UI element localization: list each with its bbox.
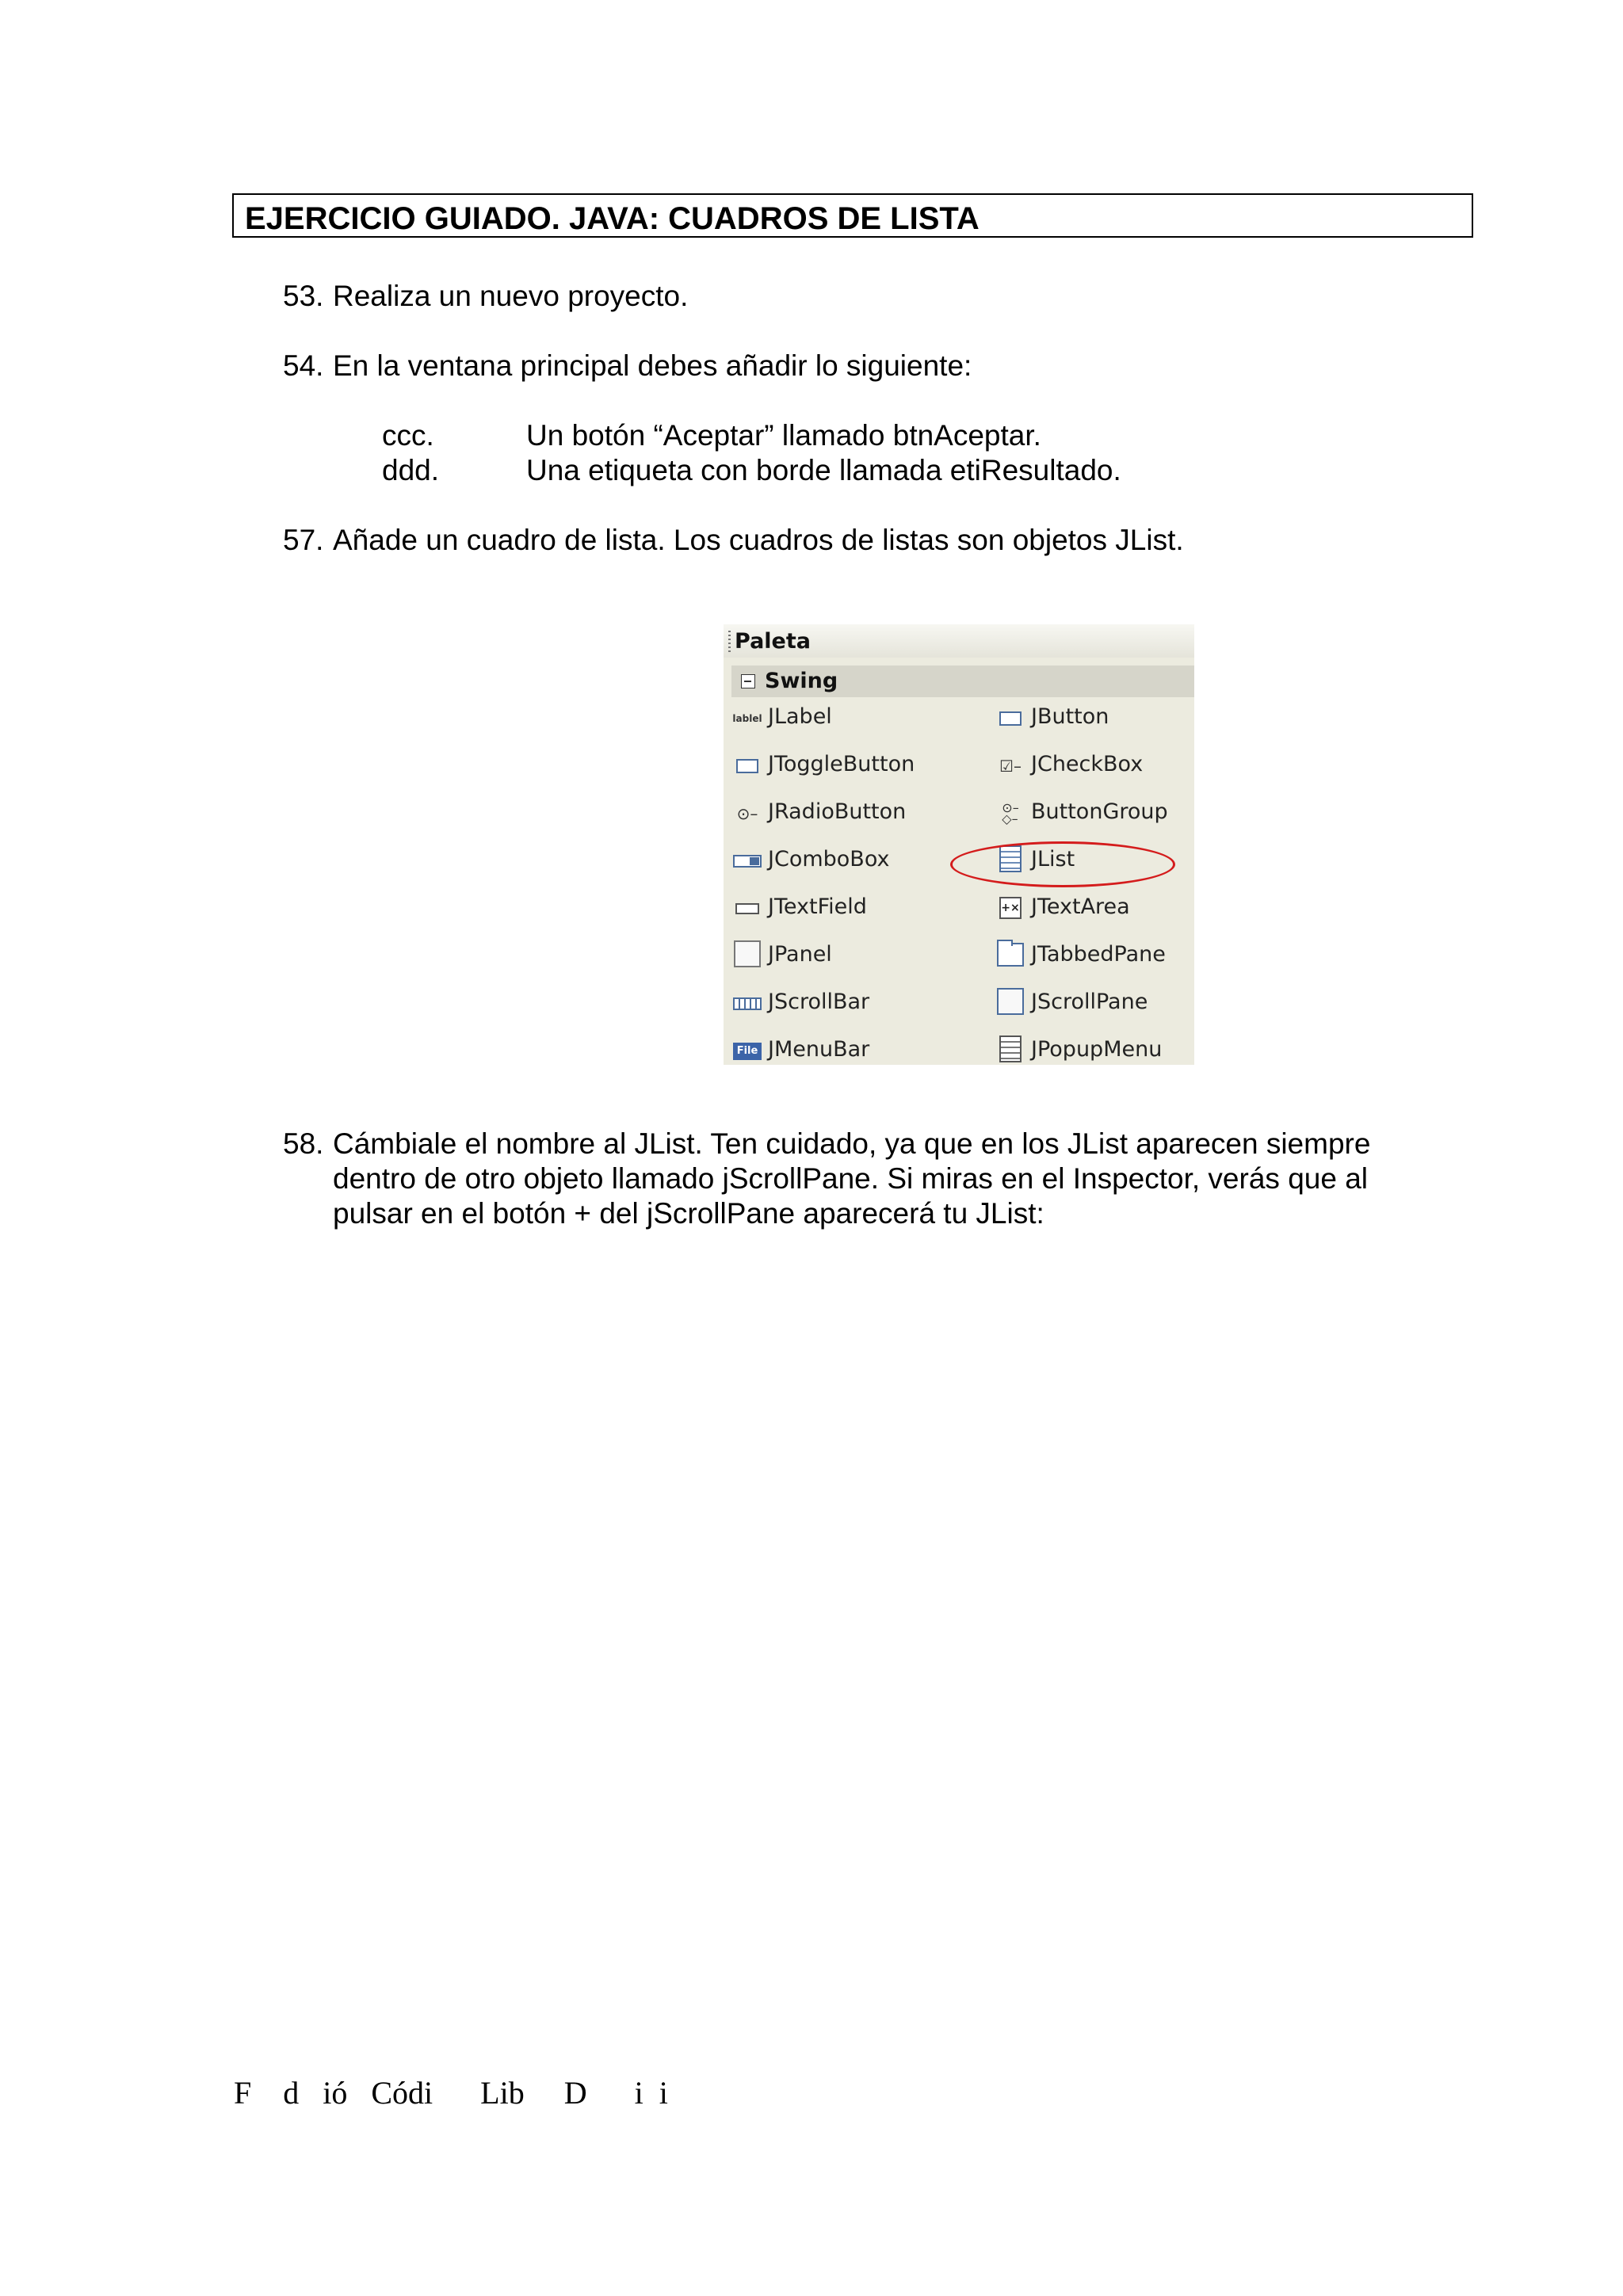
palette-item-label: JScrollBar — [768, 990, 870, 1014]
subitem-label: ccc. — [382, 419, 434, 452]
button-icon — [996, 708, 1025, 729]
step-text: Realiza un nuevo proyecto. — [333, 280, 689, 312]
collapse-icon[interactable] — [741, 674, 755, 688]
text-area-icon: +× — [996, 898, 1025, 919]
palette-item-label: JList — [1031, 847, 1075, 871]
menu-bar-icon: File — [733, 1041, 762, 1062]
page-footer: F d ió Códi Lib D i i — [234, 2075, 668, 2111]
step-text: En la ventana principal debes añadir lo siguiente: — [333, 349, 972, 382]
highlight-ellipse — [950, 841, 1175, 887]
section-label: Swing — [765, 669, 838, 693]
step-text-line: pulsar en el botón + del jScrollPane aparecerá tu JList: — [333, 1197, 1044, 1230]
step-text-line: dentro de otro objeto llamado jScrollPane. Si miras en el Inspector, verás que al — [333, 1162, 1369, 1195]
scroll-bar-icon — [733, 994, 762, 1014]
label-icon: lablel — [732, 713, 762, 724]
subitem-label: ddd. — [382, 454, 440, 486]
palette-item-label: JTextArea — [1031, 894, 1130, 919]
palette-item-label: JPopupMenu — [1031, 1037, 1163, 1062]
checkbox-icon: ☑– — [999, 757, 1022, 776]
step-number: 58. — [283, 1127, 324, 1160]
palette-item-label: JMenuBar — [768, 1037, 870, 1062]
palette-item-jcombobox[interactable] — [733, 845, 963, 876]
step-number: 54. — [283, 349, 324, 382]
tabbed-pane-icon — [996, 946, 1025, 967]
step-number: 53. — [283, 280, 324, 312]
palette-item-buttongroup[interactable] — [996, 797, 1194, 829]
palette-item-label: JLabel — [768, 704, 832, 729]
palette-item-label: JRadioButton — [768, 799, 907, 824]
palette-item-label: JButton — [1031, 704, 1109, 729]
palette-item-label: JTabbedPane — [1031, 942, 1166, 967]
button-group-icon: ⊙– ◇– — [1002, 800, 1019, 826]
scroll-pane-icon — [996, 994, 1025, 1014]
palette-item-label: JScrollPane — [1031, 990, 1148, 1014]
palette-item-jpopupmenu[interactable] — [996, 1035, 1194, 1065]
palette-item-label: JComboBox — [768, 847, 890, 871]
popup-menu-icon — [996, 1041, 1025, 1062]
toggle-button-icon — [733, 756, 762, 776]
palette-section-swing[interactable] — [731, 666, 1194, 697]
palette-item-jscrollbar[interactable] — [733, 987, 963, 1019]
palette-item-label: JPanel — [768, 942, 832, 967]
subitem-text: Un botón “Aceptar” llamado btnAceptar. — [526, 419, 1041, 452]
palette-item-label: JTextField — [768, 894, 867, 919]
palette-item-label: JToggleButton — [768, 752, 915, 776]
combo-box-icon — [733, 851, 762, 871]
palette-item-jradiobutton[interactable] — [733, 797, 963, 829]
palette-item-jscrollpane[interactable] — [996, 987, 1194, 1019]
palette-header — [724, 624, 1194, 658]
palette-item-label: ButtonGroup — [1031, 799, 1168, 824]
palette-item-jlabel[interactable] — [733, 702, 963, 734]
page-title: EJERCICIO GUIADO. JAVA: CUADROS DE LISTA — [245, 201, 980, 236]
step-text-line: Cámbiale el nombre al JList. Ten cuidado, ya que en los JList aparecen siempre — [333, 1127, 1371, 1160]
text-field-icon — [733, 898, 762, 919]
radio-button-icon: ⊙– — [736, 804, 758, 823]
palette-item-jtabbedpane[interactable] — [996, 940, 1194, 971]
grip-icon — [728, 631, 731, 653]
palette-item-jtextarea[interactable] — [996, 892, 1194, 924]
palette-item-jbutton[interactable] — [996, 702, 1194, 734]
subitem-text: Una etiqueta con borde llamada etiResultado. — [526, 454, 1121, 486]
title-box — [232, 193, 1473, 238]
palette-item-jpanel[interactable] — [733, 940, 963, 971]
palette-item-jcheckbox[interactable] — [996, 749, 1194, 781]
palette-item-jmenubar[interactable] — [733, 1035, 963, 1065]
step-number: 57. — [283, 524, 324, 556]
panel-icon — [733, 946, 762, 967]
step-text: Añade un cuadro de lista. Los cuadros de listas son objetos JList. — [333, 524, 1184, 556]
palette-item-jtogglebutton[interactable] — [733, 749, 963, 781]
palette-title: Paleta — [735, 629, 811, 654]
palette-item-jtextfield[interactable] — [733, 892, 963, 924]
palette-item-label: JCheckBox — [1031, 752, 1144, 776]
